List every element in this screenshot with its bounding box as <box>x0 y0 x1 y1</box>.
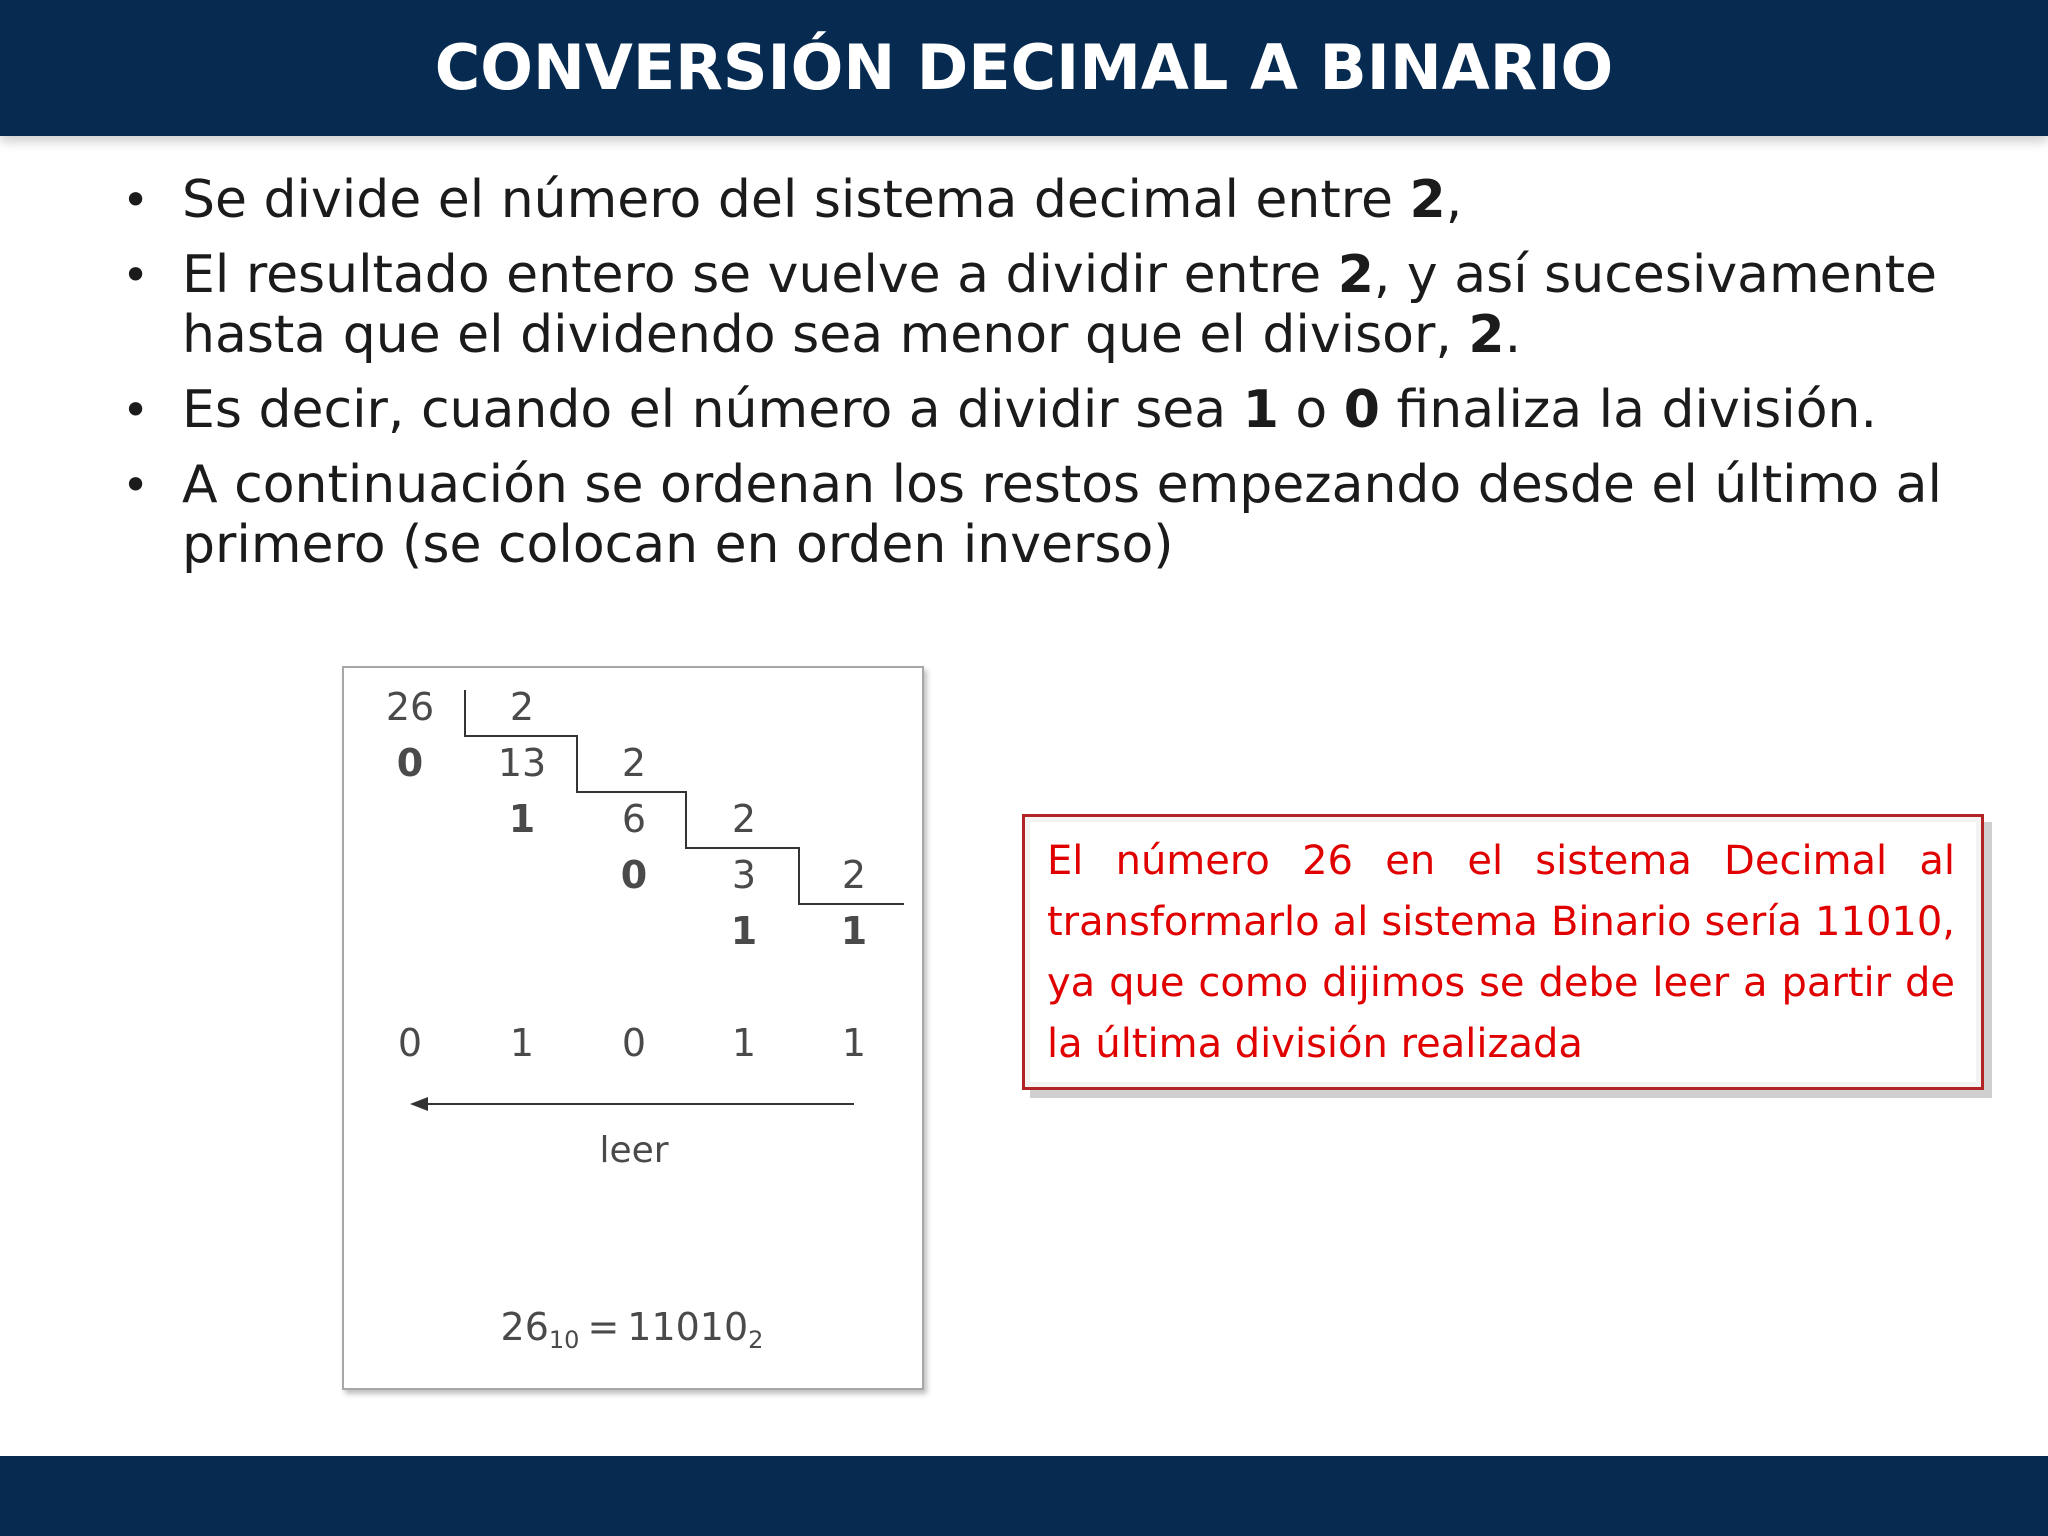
bullet-item: • Se divide el número del sistema decimal entre 2, <box>122 170 1463 230</box>
callout-text: El número 26 en el sistema Decimal al transformarlo al sistema Binario sería 11010, ya que como dijimos se debe leer a partir de la última división realizada <box>1047 838 1955 1067</box>
bullet-dot-icon: • <box>122 383 150 437</box>
division-diagram <box>344 668 922 1388</box>
bullet-item: • A continuación se ordenan los restos empezando desde el último al primero (se colocan en orden inverso) <box>122 455 1942 575</box>
remainder-value: 0 <box>396 741 424 785</box>
result-equation: $26_{10} = 11010_2$ <box>500 1305 764 1354</box>
read-digit: 1 <box>841 1021 867 1065</box>
explanation-callout <box>1022 814 1984 1090</box>
remainder-value: 1 <box>840 909 868 953</box>
dividend-value: 26 <box>385 685 435 729</box>
read-digit: 0 <box>621 1021 647 1065</box>
read-direction-arrow-icon <box>410 1097 854 1111</box>
remainder-value: 0 <box>620 853 648 897</box>
quotient-value: 6 <box>621 797 647 841</box>
remainder-value: 1 <box>730 909 758 953</box>
remainder-value: 1 <box>508 797 536 841</box>
divisor-value: 2 <box>731 797 757 841</box>
bullet-item: • El resultado entero se vuelve a dividir entre 2, y así sucesivamente hasta que el dividendo sea menor que el divisor, 2. <box>122 245 1937 365</box>
quotient-value: 3 <box>731 853 757 897</box>
bullet-dot-icon: • <box>122 173 150 227</box>
slide-title: CONVERSIÓN DECIMAL A BINARIO <box>434 31 1614 104</box>
read-digit: 1 <box>731 1021 757 1065</box>
quotient-value: 13 <box>497 741 547 785</box>
read-digit: 0 <box>397 1021 423 1065</box>
bullet-dot-icon: • <box>122 248 150 302</box>
read-label: leer <box>599 1130 669 1171</box>
bullet-item: • Es decir, cuando el número a dividir sea 1 o 0 finaliza la división. <box>122 380 1877 440</box>
divisor-value: 2 <box>621 741 647 785</box>
bullet-list <box>122 170 1992 590</box>
divisor-value: 2 <box>509 685 535 729</box>
divisor-value: 2 <box>841 853 867 897</box>
division-figure <box>342 666 924 1390</box>
bullet-dot-icon: • <box>122 458 150 512</box>
read-digit: 1 <box>509 1021 535 1065</box>
footer-bar <box>0 1456 2048 1536</box>
